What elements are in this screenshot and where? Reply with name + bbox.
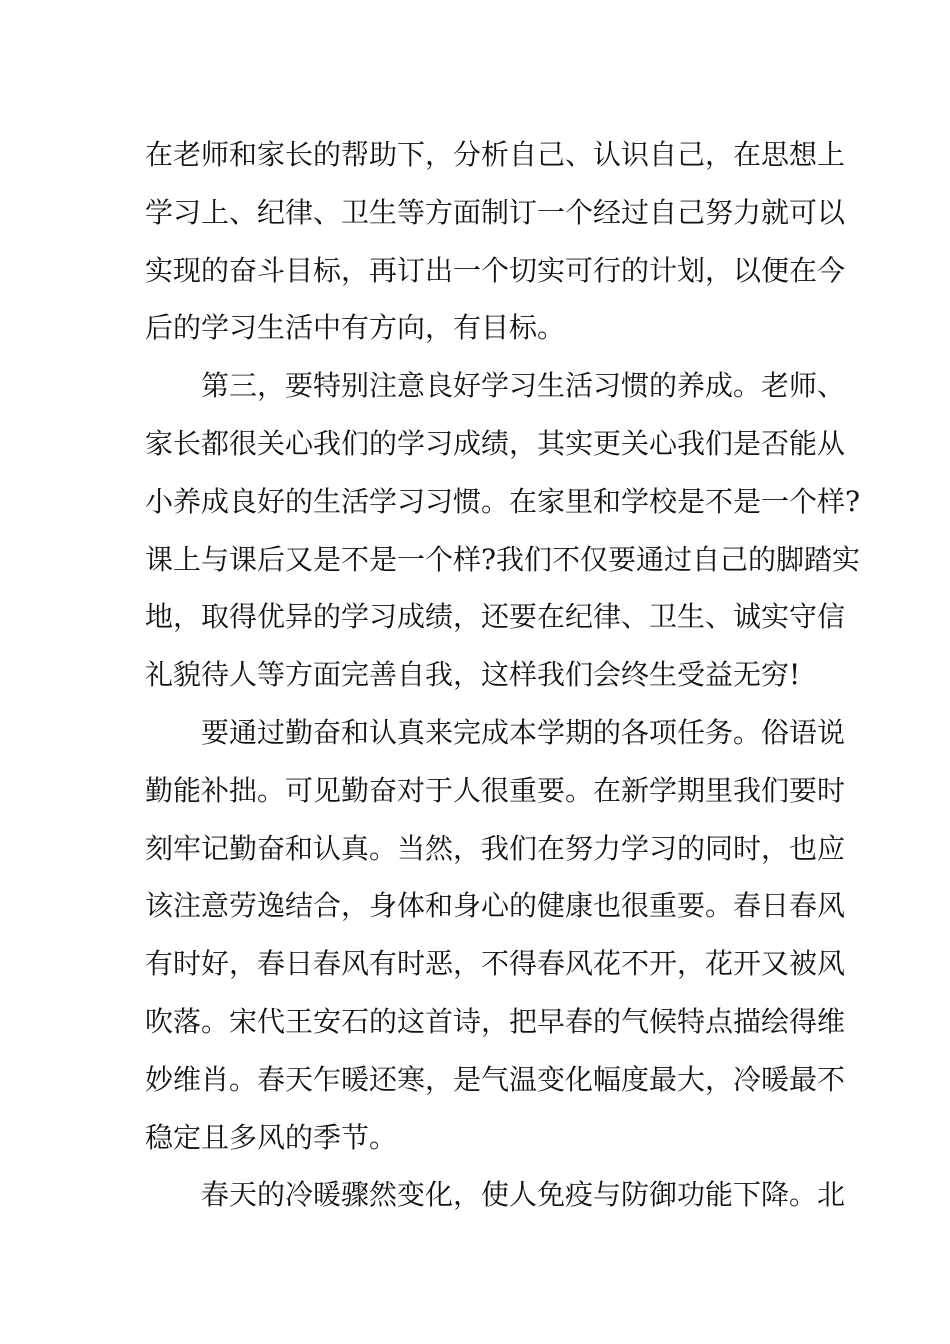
text-line: 稳定且多风的季节。 — [145, 1120, 398, 1154]
text-line: 妙维肖。春天乍暖还寒，是气温变化幅度最大，冷暖最不 — [145, 1062, 846, 1096]
text-line: 地，取得优异的学习成绩，还要在纪律、卫生、诚实守信 — [145, 600, 846, 634]
text-line: 吹落。宋代王安石的这首诗，把早春的气候特点描绘得维 — [145, 1004, 846, 1038]
text-line: 小养成良好的生活学习习惯。在家里和学校是不是一个样? — [145, 484, 861, 518]
text-line: 学习上、纪律、卫生等方面制订一个经过自己努力就可以 — [145, 195, 846, 229]
paragraph-first-line: 春天的冷暖骤然变化，使人免疫与防御功能下降。北 — [201, 1178, 846, 1212]
text-line: 有时好，春日春风有时恶，不得春风花不开，花开又被风 — [145, 947, 846, 981]
text-line: 该注意劳逸结合，身体和身心的健康也很重要。春日春风 — [145, 889, 846, 923]
text-line: 实现的奋斗目标，再订出一个切实可行的计划，以便在今 — [145, 253, 846, 287]
text-line: 礼貌待人等方面完善自我，这样我们会终生受益无穷! — [145, 658, 801, 692]
text-line: 后的学习生活中有方向，有目标。 — [145, 311, 566, 345]
text-line: 家长都很关心我们的学习成绩，其实更关心我们是否能从 — [145, 426, 846, 460]
text-line: 课上与课后又是不是一个样?我们不仅要通过自己的脚踏实 — [145, 542, 861, 576]
text-line: 刻牢记勤奋和认真。当然，我们在努力学习的同时，也应 — [145, 831, 846, 865]
text-line: 勤能补拙。可见勤奋对于人很重要。在新学期里我们要时 — [145, 773, 846, 807]
text-line: 在老师和家长的帮助下，分析自己、认识自己，在思想上 — [145, 138, 846, 171]
body-text — [145, 126, 861, 1224]
paragraph-first-line: 第三，要特别注意良好学习生活习惯的养成。老师、 — [201, 369, 846, 403]
paragraph-first-line: 要通过勤奋和认真来完成本学期的各项任务。俗语说 — [201, 715, 846, 749]
